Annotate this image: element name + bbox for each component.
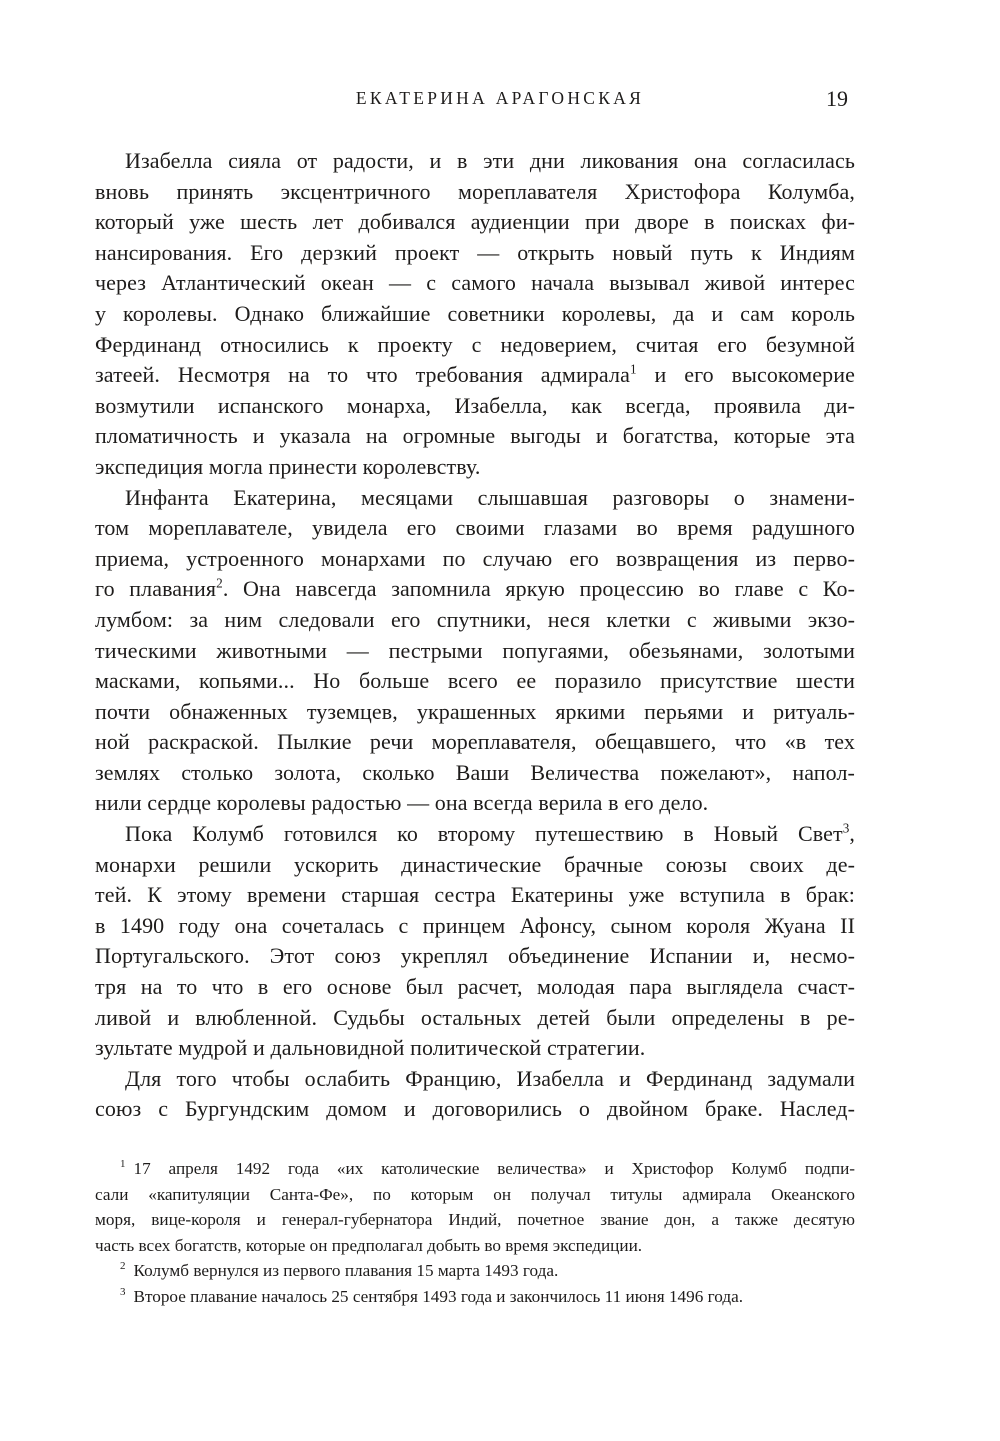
text-segment: и его высокомерие	[636, 362, 855, 388]
text-line: у королевы. Однако ближайшие советники королевы, да и сам король	[95, 300, 855, 326]
text-line: через Атлантический океан — с самого начала вызывал живой интерес	[95, 270, 855, 296]
footnote-ref-2[interactable]: 2	[216, 575, 223, 591]
footnote-3	[120, 1284, 855, 1310]
footnote-2	[120, 1258, 855, 1284]
text-line: почти обнаженных туземцев, украшенных яркими перьями и ритуаль-	[95, 698, 855, 724]
running-title: ЕКАТЕРИНА АРАГОНСКАЯ	[355, 88, 645, 108]
body-text	[95, 146, 855, 1125]
text-line: зультате мудрой и дальновидной политической стратегии.	[95, 1035, 646, 1061]
text-line: возмутили испанского монарха, Изабелла, как всегда, проявила ди-	[95, 392, 855, 418]
text-line	[95, 819, 855, 850]
footnote-1-line: сали «капитуляции Санта-Фе», по которым он получал титулы адмирала Океанского	[95, 1184, 855, 1204]
footnote-ref-1[interactable]: 1	[629, 361, 637, 377]
footnote-marker: 1	[120, 1158, 126, 1171]
text-line: нансирования. Его дерзкий проект — открыть новый путь к Индиям	[95, 239, 855, 265]
text-line: ливой и влюбленной. Судьбы остальных детей были определены в ре-	[95, 1004, 855, 1030]
text-segment: ,	[849, 821, 855, 847]
text-line: союз с Бургундским домом и договорились о двойном браке. Наслед-	[95, 1096, 855, 1122]
text-line	[95, 574, 855, 605]
text-line: тическими животными — пестрыми попугаями, обезьянами, золотыми	[95, 637, 855, 663]
text-line: нили сердце королевы радостью — она всегда верила в его дело.	[95, 790, 709, 816]
text-line: ной раскраской. Пылкие речи мореплавателя, обещавшего, что «в тех	[95, 729, 855, 755]
text-line: приема, устроенного монархами по случаю его возвращения из перво-	[95, 545, 855, 571]
text-line: землях столько золота, сколько Ваши Величества пожелают», напол-	[95, 759, 855, 785]
footnote-1-line: часть всех богатств, которые он предполагал добыть во время экспедиции.	[95, 1235, 643, 1255]
footnote-text: 17 апреля 1492 года «их католические величества» и Христофор Колумб подпи-	[133, 1159, 855, 1178]
text-line: вновь принять эксцентричного мореплавателя Христофора Колумба,	[95, 178, 855, 204]
text-line: том мореплавателе, увидела его своими глазами во время радушного	[95, 515, 855, 541]
running-head	[0, 86, 1000, 116]
footnote-marker: 2	[120, 1260, 126, 1273]
footnote-ref-3[interactable]: 3	[842, 820, 850, 836]
text-line: тря на то что в его основе был расчет, молодая пара выглядела счаст-	[95, 974, 855, 1000]
text-segment: Пока Колумб готовился ко второму путешествию в Новый Свет	[125, 821, 843, 847]
footnote-text: Второе плавание началось 25 сентября 1493 года и закончилось 11 июня 1496 года.	[133, 1286, 744, 1306]
text-line: экспедиция могла принести королевству.	[95, 453, 481, 479]
text-segment: . Она навсегда запомнила яркую процессию во главе с Ко-	[222, 576, 856, 602]
text-line: монархи решили ускорить династические брачные союзы своих де-	[95, 851, 855, 877]
text-segment: затеей. Несмотря на то что требования адмирала	[95, 362, 630, 388]
text-line: в 1490 году она сочеталась с принцем Афонсу, сыном короля Жуана II	[95, 912, 855, 938]
footnote-1	[120, 1156, 855, 1182]
text-line: Фердинанд относились к проекту с недоверием, считая его безумной	[95, 331, 855, 357]
text-line: Инфанта Екатерина, месяцами слышавшая разговоры о знамени-	[125, 484, 855, 510]
text-line: лумбом: за ним следовали его спутники, неся клетки с живыми экзо-	[95, 606, 855, 632]
text-segment: го плавания	[95, 576, 217, 602]
footnote-marker: 3	[120, 1285, 126, 1298]
text-line: пломатичность и указала на огромные выгоды и богатства, которые эта	[95, 423, 855, 449]
text-line: Изабелла сияла от радости, и в эти дни ликования она согласилась	[125, 148, 855, 173]
text-line: Для того чтобы ослабить Францию, Изабелла и Фердинанд задумали	[125, 1065, 855, 1091]
footnote-text: Колумб вернулся из первого плавания 15 марта 1493 года.	[133, 1261, 559, 1280]
text-line: Португальского. Этот союз укреплял объединение Испании и, несмо-	[95, 943, 855, 969]
footnote-1-line: моря, вице-короля и генерал-губернатора Индий, почетное звание дон, а также десятую	[95, 1210, 855, 1229]
text-line	[95, 360, 855, 391]
text-line: который уже шесть лет добивался аудиенции при дворе в поисках фи-	[95, 209, 855, 235]
page-number: 19	[826, 86, 848, 111]
text-line: тей. К этому времени старшая сестра Екатерины уже вступила в брак:	[95, 882, 855, 908]
text-line: масками, копьями... Но больше всего ее поразило присутствие шести	[95, 668, 855, 694]
footnotes	[95, 1156, 855, 1309]
